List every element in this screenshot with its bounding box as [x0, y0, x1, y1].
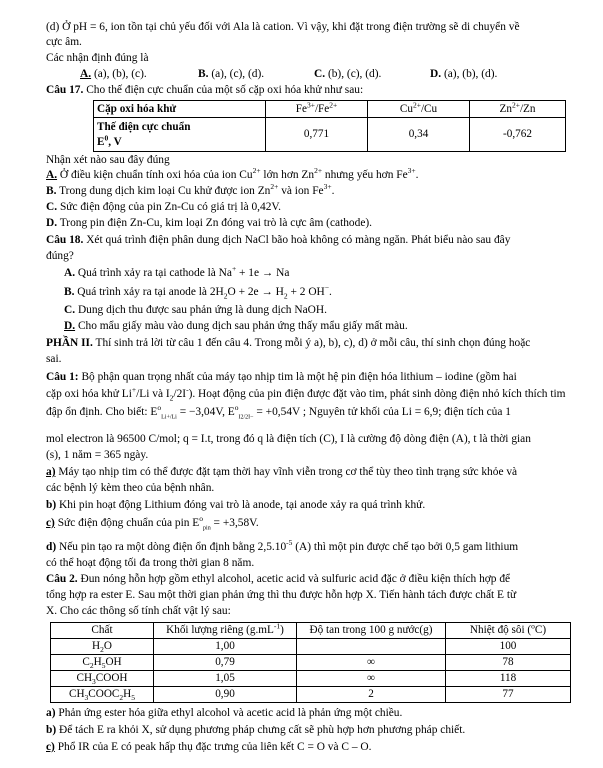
- option-b: B. Quá trình xảy ra tại anode là $2H_2O + 2e \to H_2 + 2$ OH−.: [64, 283, 332, 301]
- option-c: C. (b), (c), (d).: [314, 68, 382, 80]
- statement-a: a) Máy tạo nhịp tim có thể được đặt tạm thời hay vĩnh viễn trong cơ thể tùy theo tình trạng sức khỏe và: [46, 466, 518, 478]
- table-cell: $C_2H_5OH$: [51, 655, 154, 671]
- text-line: các bệnh lý kèm theo của bệnh nhân.: [46, 482, 215, 494]
- option-a: A. Quá trình xảy ra tại cathode là Na+ + 1e → Na: [64, 264, 290, 279]
- table-row-label: Thế điện cực chuẩn $E^0$, V: [94, 118, 266, 152]
- statement-b: b) Khi pin hoạt động Lithium đóng vai trò là anode, tại anode xảy ra quá trình khử.: [46, 499, 426, 511]
- table-cell: ∞: [297, 671, 446, 687]
- table-cell: 78: [446, 655, 571, 671]
- table-cell: $CH_3COOH$: [51, 671, 154, 687]
- table-cell: 2: [297, 687, 446, 703]
- text-line: cặp oxi hóa khử Li+/Li và $I_2/2I^-$). Hoạt động của pin điện được đặt vào tim, phát sinh dòng điện nhỏ kích thích tim: [46, 385, 566, 403]
- table-cell: 0,90: [154, 687, 297, 703]
- text-line: có thể hoạt động tối đa trong thời gian 8 năm.: [46, 557, 255, 569]
- statement-d: d) Nếu pin tạo ra một dòng điện ổn định bằng $2,5.10^{-5}$ (A) thì một pin được chế tạo bởi 0,5 gam lithium: [46, 538, 519, 553]
- text-line: sai.: [46, 353, 62, 365]
- table-cell: 0,771: [266, 118, 368, 152]
- properties-table: [50, 622, 571, 703]
- question-17: Câu 17. Cho thế điện cực chuẩn của một số cặp oxi hóa khử như sau:: [46, 84, 364, 96]
- table-header: Nhiệt độ sôi ($^o$C): [446, 623, 571, 639]
- potential-table: [93, 100, 566, 152]
- text-line: tổng hợp ra ester E. Sau một thời gian phản ứng thì thu được hỗn hợp X. Tiến hành tách được chất E từ: [46, 589, 517, 601]
- table-header: $Fe^{3+}/Fe^{2+}$: [266, 101, 368, 118]
- table-cell: 1,00: [154, 639, 297, 655]
- table-cell: 118: [446, 671, 571, 687]
- option-d: D. Cho mẩu giấy màu vào dung dịch sau phản ứng thấy mẩu giấy mất màu.: [64, 320, 408, 332]
- part-2-heading: PHẦN II. Thí sinh trả lời từ câu 1 đến câu 4. Trong mỗi ý a), b), c), d) ở mỗi câu, thí sinh chọn đúng hoặc: [46, 337, 531, 349]
- text-line: (s), 1 năm = 365 ngày.: [46, 449, 149, 461]
- option-d: D. Trong pin điện Zn-Cu, kim loại Zn đóng vai trò là cực âm (cathode).: [46, 217, 373, 229]
- option-c: C. Dung dịch thu được sau phản ứng là dung dịch NaOH.: [64, 304, 327, 316]
- text-line: Các nhận định đúng là: [46, 52, 149, 64]
- table-header: Cặp oxi hóa khử: [94, 101, 266, 118]
- text-line: đập ổn định. Cho biết: $E^o_{Li+/Li} = -3,04V$, $E^o_{I2/2I-} = +0,54V$ ; Nguyên tử khối của Li = 6,9; điện tích của 1: [46, 403, 511, 421]
- text-line: Nhận xét nào sau đây đúng: [46, 154, 170, 166]
- text-line: X. Cho các thông số tính chất vật lý sau:: [46, 605, 231, 617]
- statement-b: b) Để tách E ra khỏi X, sử dụng phương pháp chưng cất sẽ phù hợp hơn phương pháp chiết.: [46, 724, 466, 736]
- statement-a: a) Phản ứng ester hóa giữa ethyl alcohol và acetic acid là phản ứng một chiều.: [46, 707, 403, 719]
- table-cell: $CH_3COOC_2H_5$: [51, 687, 154, 703]
- table-cell: $H_2O$: [51, 639, 154, 655]
- statement-c: c) Sức điện động chuẩn của pin $E^o_{pin} = +3,58V$.: [46, 514, 259, 532]
- text-line: (d) Ở pH = 6, ion tồn tại chủ yếu đối với Ala là cation. Vì vậy, khi đặt trong điện trường sẽ di chuyển về: [46, 21, 520, 33]
- table-cell: [297, 639, 446, 655]
- table-header: Khối lượng riêng $(g.mL^{-1})$: [154, 623, 297, 639]
- table-cell: 0,79: [154, 655, 297, 671]
- table-header: $Cu^{2+}/Cu$: [368, 101, 470, 118]
- table-cell: -0,762: [470, 118, 566, 152]
- table-header: Độ tan trong 100 g nước(g): [297, 623, 446, 639]
- table-cell: 0,34: [368, 118, 470, 152]
- option-d: D. (a), (b), (d).: [430, 68, 498, 80]
- question-p2-1: Câu 1: Bộ phận quan trọng nhất của máy tạo nhịp tim là một hệ pin điện hóa lithium – iodine (gồm hai: [46, 371, 517, 383]
- option-b: B. Trong dung dịch kim loại Cu khử được ion $Zn^{2+}$ và ion $Fe^{3+}$.: [46, 182, 335, 197]
- table-cell: 1,05: [154, 671, 297, 687]
- option-b: B. (a), (c), (d).: [198, 68, 265, 80]
- text-line: cực âm.: [46, 36, 82, 48]
- text-line: đúng?: [46, 250, 74, 262]
- option-a: A. (a), (b), (c).: [80, 68, 147, 80]
- table-cell: ∞: [297, 655, 446, 671]
- table-header: Chất: [51, 623, 154, 639]
- question-p2-2: Câu 2. Đun nóng hỗn hợp gồm ethyl alcohol, acetic acid và sulfuric acid đặc ở điều kiện thích hợp để: [46, 573, 511, 585]
- question-18: Câu 18. Xét quá trình điện phân dung dịch NaCl bão hoà không có màng ngăn. Phát biểu nào sau đây: [46, 234, 511, 246]
- option-a: A. Ở điều kiện chuẩn tính oxi hóa của ion $Cu^{2+}$ lớn hơn $Zn^{2+}$ nhưng yếu hơn $Fe^{3+}$.: [46, 166, 419, 181]
- text-line: mol electron là 96500 C/mol; q = I.t, trong đó q là điện tích (C), I là cường độ dòng điện (A), t là thời gian: [46, 433, 531, 445]
- table-cell: 77: [446, 687, 571, 703]
- option-c: C. Sức điện động của pin Zn-Cu có giá trị là 0,42V.: [46, 201, 282, 213]
- table-header: $Zn^{2+}/Zn$: [470, 101, 566, 118]
- statement-c: c) Phổ IR của E có peak hấp thụ đặc trưng của liên kết C = O và C – O.: [46, 741, 372, 753]
- table-cell: 100: [446, 639, 571, 655]
